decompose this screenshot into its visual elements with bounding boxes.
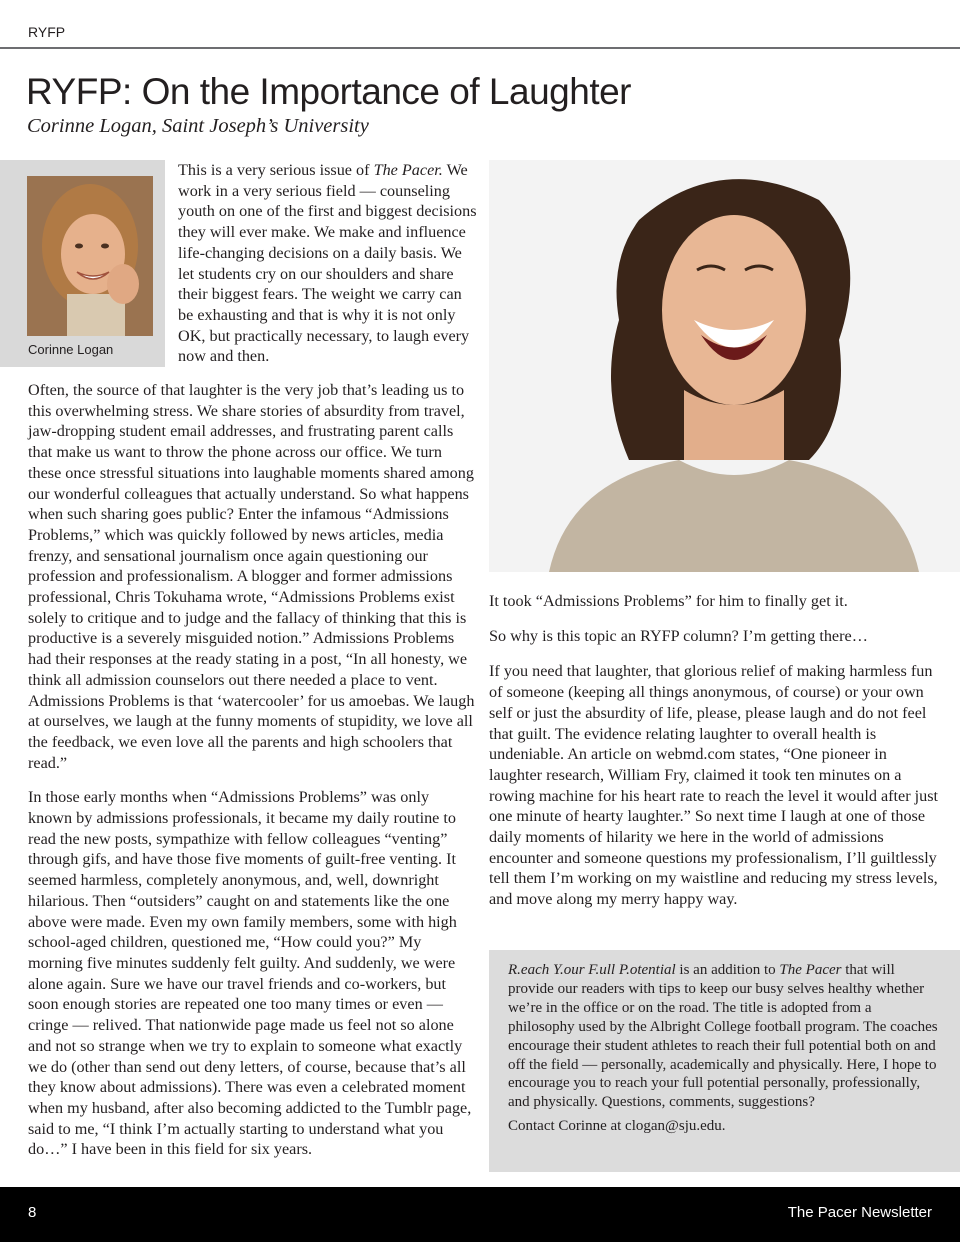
header-rule bbox=[0, 47, 960, 49]
info-text-2: that will provide our readers with tips to keep our busy selves healthy whether we’re in the office or on the road. The title is adopted from a philosophy used by the Albright College football program. The coaches encourage their student athletes to reach their full potential both on and off the field — personally, academically and physically. Here, I hope to encourage you to reach your full potential personally, professionally, and physically. Questions, comments, suggestions? bbox=[508, 962, 938, 1111]
author-caption: Corinne Logan bbox=[28, 342, 114, 357]
right-paragraph-1: It took “Admissions Problems” for him to finally get it. bbox=[489, 592, 848, 610]
intro-publication-name: The Pacer. bbox=[373, 161, 443, 179]
ryfp-title: R.each Y.our F.ull P.otential bbox=[508, 962, 676, 978]
intro-text-end: We work in a very serious field — counseling youth on one of the first and biggest decisions they will ever make. We make and influence life-changing decisions on a daily basis. We let students cry on our shoulders and share their biggest fears. The weight we carry can be exhausting and that is why it is not only OK, but practically necessary, to laugh every now and then. bbox=[178, 161, 477, 366]
info-box-description bbox=[508, 961, 938, 1112]
info-publication-name: The Pacer bbox=[779, 962, 842, 978]
author-photo-box bbox=[0, 160, 165, 367]
author-photo bbox=[27, 176, 153, 336]
ryfp-info-box bbox=[489, 950, 960, 1172]
right-column bbox=[489, 591, 939, 910]
intro-text-start: This is a very serious issue of bbox=[178, 161, 374, 179]
article-byline: Corinne Logan, Saint Joseph’s University bbox=[27, 115, 369, 137]
info-text-1: is an addition to bbox=[675, 962, 780, 978]
page-number: 8 bbox=[28, 1204, 37, 1221]
left-column bbox=[28, 380, 476, 1160]
laughing-woman-photo bbox=[489, 160, 960, 572]
right-paragraph-2: So why is this topic an RYFP column? I’m getting there… bbox=[489, 627, 868, 646]
intro-paragraph bbox=[178, 160, 478, 367]
page-footer bbox=[0, 1187, 960, 1242]
article-title: RYFP: On the Importance of Laughter bbox=[26, 71, 631, 112]
contact-line: Contact Corinne at clogan@sju.edu. bbox=[508, 1118, 726, 1135]
publication-name: The Pacer Newsletter bbox=[787, 1204, 932, 1221]
left-paragraph-1: Often, the source of that laughter is the very job that’s leading us to this overwhelming stress. We share stories of absurdity from travel, jaw-dropping student email addresses, and frustrating parent calls that make us want to throw the phone across our office. We turn these once stressful situations into laughable moments shared among our wonderful colleagues that actually understand. So what happens when such sharing goes public? Enter the infamous “Admissions Problems,” which was quickly followed by news articles, media frenzy, and sensational journalism once again questioning our profession and professionalism. A blogger and former admissions professional, Chris Tokuhama wrote, “Admissions Problems exist solely to critique and to judge and the fallacy of thinking that this is productive is a severely misguided notion.” Admissions Problems had their responses at the ready stating in a post, “In all honesty, we think all admission counselors out there needed a place to vent. Admissions Problems is that ‘watercooler’ for us amoebas. We laugh at ourselves, we laugh at the funny moments of stupidity, we love all the feedback, we even love all the parents and high schoolers that read.” bbox=[28, 381, 475, 772]
running-head: RYFP bbox=[28, 24, 66, 40]
right-paragraph-3: If you need that laughter, that glorious relief of making harmless fun of someone (keeping all things anonymous, of course) or your own self or just the absurdity of life, please, please laugh and do not feel that guilt. The evidence relating laughter to overall health is undeniable. An article on webmd.com states, “One pioneer in laughter research, William Fry, claimed it took ten minutes on a rowing machine for his heart rate to reach the level it would after just one minute of hearty laughter.” So next time I laugh at one of those daily moments of hilarity we here in the world of admissions encounter and someone questions my professionalism, I’ll guiltlessly tell them I’m working on my waistline and reducing my stress levels, and move along my merry happy way. bbox=[489, 662, 939, 909]
left-paragraph-2: In those early months when “Admissions Problems” was only known by admissions professionals, it became my daily routine to read the new posts, sympathize with fellow colleagues “venting” through gifs, and have those five moments of guilt-free venting. It seemed harmless, completely anonymous, and, well, downright hilarious. Then “outsiders” caught on and statements like the one above were made. Even my own family members, some with high school-aged children, questioned me, “How could you?” My morning five minutes suddenly felt guilty. And suddenly, we were alone again. Sure we have our travel friends and co-workers, but soon enough stories are repeated one too many times or even — cringe — relived. That nationwide page made us feel not so alone and not so strange when we try to explain to someone what exactly we do (other than send out deny letters, of course, because that’s all they know about admissions). There was even a celebrated moment when my husband, after also becoming addicted to the Tumblr page, said to me, “I think I’m actually starting to understand what you do…” I have been in this field for six years. bbox=[28, 788, 472, 1159]
